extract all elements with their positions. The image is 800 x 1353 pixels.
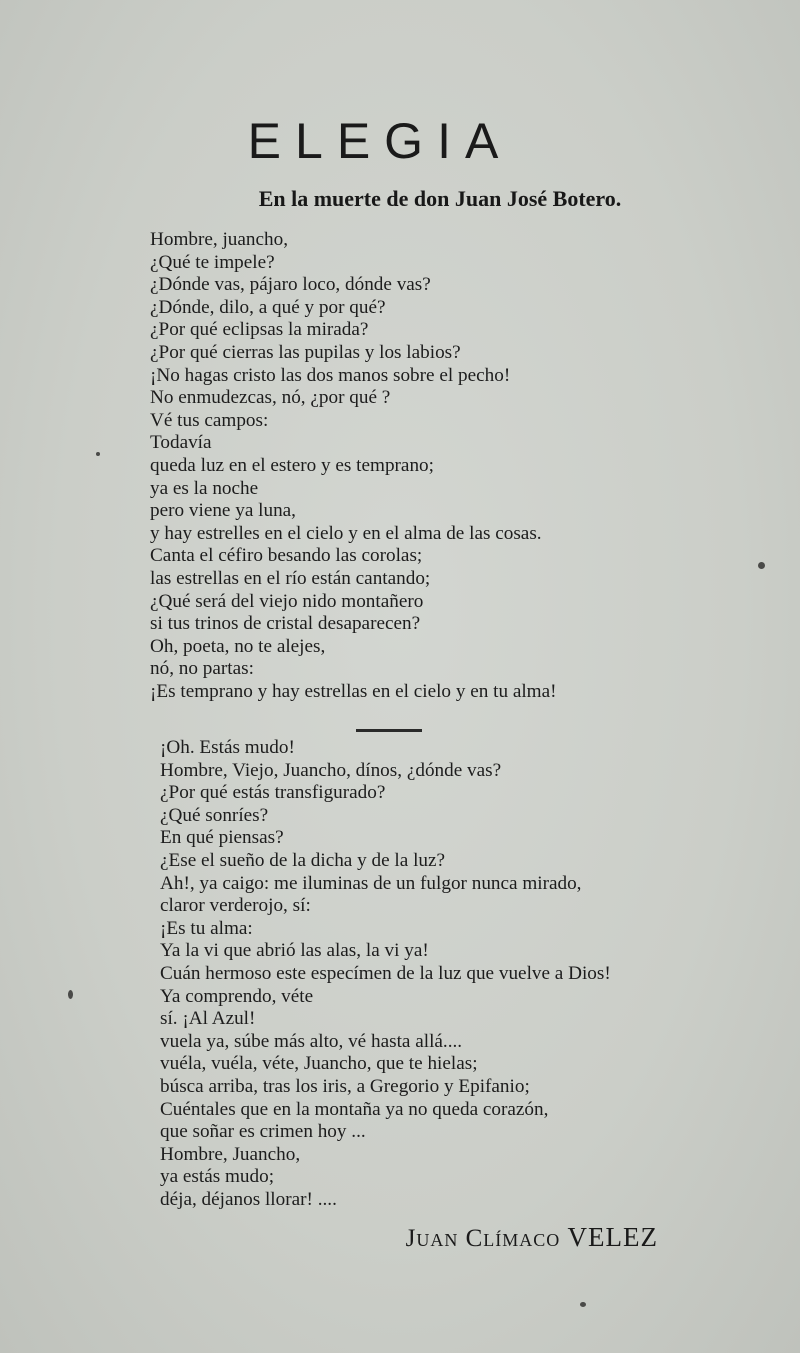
verse-line: ¡No hagas cristo las dos manos sobre el pecho! [150,364,511,386]
author-signature [406,1222,658,1253]
verse-line: ¡Es temprano y hay estrellas en el cielo y en tu alma! [150,680,557,702]
verse-line: y hay estrelles en el cielo y en el alma de las cosas. [150,522,542,544]
stanza-1 [150,229,557,703]
verse-line: vuéla, vuéla, véte, Juancho, que te hielas; [160,1053,478,1075]
verse-line: No enmudezcas, nó, ¿por qué ? [150,387,391,409]
stanza-2 [160,737,611,1211]
verse-line: ¿Dónde, dilo, a qué y por qué? [150,296,386,318]
verse-line: ya estás mudo; [160,1166,275,1188]
poem-subtitle: En la muerte de don Juan José Botero. [258,186,622,211]
verse-line: déja, déjanos llorar! .... [160,1188,337,1210]
verse-line: que soñar es crimen hoy ... [160,1121,366,1143]
verse-line: Hombre, Viejo, Juancho, dínos, ¿dónde vas? [160,759,502,781]
verse-line: Ya comprendo, véte [160,985,314,1007]
verse-line: ¿Por qué eclipsas la mirada? [150,319,369,341]
verse-line: ¿Qué será del viejo nido montañero [150,590,424,612]
verse-line: Cuéntales que en la montaña ya no queda corazón, [160,1098,549,1120]
verse-line: si tus trinos de cristal desaparecen? [150,613,421,635]
verse-line: Hombre, Juancho, [160,1143,301,1165]
paper-speck [96,452,100,456]
poem-title: ELEGIA [247,113,513,169]
verse-line: ¿Qué te impele? [150,251,275,273]
verse-line: Todavía [150,432,212,454]
verse-line: vuela ya, súbe más alto, vé hasta allá.... [160,1030,463,1052]
verse-line: ¿Qué sonríes? [160,804,269,826]
verse-line: ¿Por qué estás transfigurado? [160,782,386,804]
verse-line: Ah!, ya caigo: me iluminas de un fulgor nunca mirado, [160,872,582,894]
verse-line: ¿Dónde vas, pájaro loco, dónde vas? [150,274,431,296]
verse-line: claror verderojo, sí: [160,895,311,917]
paper-speck [68,990,73,999]
paper-speck [758,562,765,569]
verse-line: Hombre, juancho, [150,229,289,250]
verse-line: Cuán hermoso este especímen de la luz que vuelve a Dios! [160,962,611,984]
verse-line: ¿Ese el sueño de la dicha y de la luz? [160,849,446,871]
verse-line: En qué piensas? [160,827,284,849]
verse-line: ¡Oh. Estás mudo! [160,737,295,758]
verse-line: Oh, poeta, no te alejes, [150,635,326,657]
verse-line: Vé tus campos: [150,409,269,431]
verse-line: búsca arriba, tras los iris, a Gregorio y Epifanio; [160,1075,530,1097]
verse-line: sí. ¡Al Azul! [160,1008,256,1030]
author-name: Juan Clímaco [405,1225,561,1252]
verse-line: ¿Por qué cierras las pupilas y los labios? [150,341,461,363]
verse-line: ¡Es tu alma: [160,917,253,939]
verse-line: Canta el céfiro besando las corolas; [150,545,423,567]
verse-line: Ya la vi que abrió las alas, la vi ya! [160,940,429,962]
verse-line: ya es la noche [150,477,259,499]
verse-line: nó, no partas: [150,658,254,680]
verse-line: queda luz en el estero y es temprano; [150,454,434,476]
author-surname: VELEZ [567,1222,658,1252]
paper-speck [580,1302,586,1307]
section-divider [356,729,422,732]
verse-line: las estrellas en el río están cantando; [150,567,431,589]
verse-line: pero viene ya luna, [150,500,296,522]
